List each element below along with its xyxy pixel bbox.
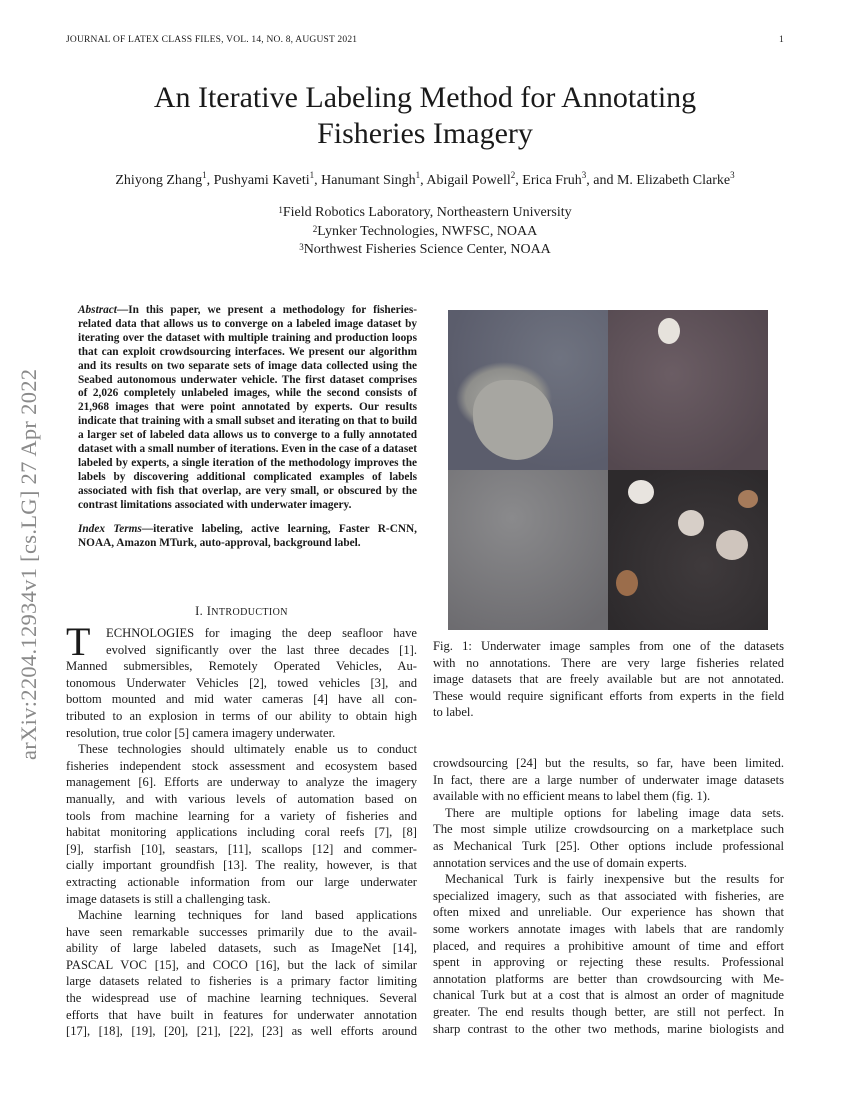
affiliation-number: 1 [278, 205, 283, 215]
text-line: the widespread use of machine learning techniques. Several [66, 991, 417, 1006]
text-line: management [6]. Efforts are underway to analyze the imagery [66, 775, 417, 790]
author: M. Elizabeth Clarke [616, 173, 731, 188]
text-line: image datasets is still a challenging task. [66, 891, 271, 906]
paragraph [66, 619, 417, 741]
index-terms-text: —iterative labeling, active learning, Faster R-CNN, NOAA, Amazon MTurk, auto-approval, background label. [78, 522, 417, 549]
text-line: fisheries independent stock assessment and ecosystem based [66, 758, 417, 773]
text-line: In fact, there are a large number of underwater image datasets [433, 772, 784, 787]
author-list: Zhiyong Zhang$^1$, Pushyami Kaveti$^1$, Hanumant Singh$^1$, Abigail Powell$^2$, Erica Fruh$^3$, and M. Elizabeth Clarke$^3$ [115, 170, 735, 188]
seafloor-image-1 [448, 310, 608, 470]
author: Pushyami Kaveti [213, 173, 310, 188]
author: Erica Fruh [522, 173, 582, 188]
text-line: [9], starfish [10], seastars, [11], scallops [12] and commer- [66, 841, 417, 856]
text-line: [17], [18], [19], [20], [21], [22], [23] as well efforts around [66, 1024, 417, 1039]
title-line-2: Fisheries Imagery [317, 117, 533, 150]
coral [716, 530, 748, 560]
caption-line: with no annotations. There are very large fisheries related [433, 655, 784, 670]
affiliation-text: Field Robotics Laboratory, Northeastern University [282, 205, 572, 220]
seafloor-image-4 [608, 470, 768, 630]
text-line: efforts that have built in features for underwater annotation [66, 1007, 417, 1022]
text-line: some workers annotate images with labels that are randomly [433, 921, 784, 936]
author-affiliation-mark: 2 [510, 170, 516, 180]
abstract-label: Abstract [78, 304, 117, 316]
affiliation [0, 241, 850, 260]
text-line: have seen remarkable successes primarily due to the avail- [66, 924, 417, 939]
text-line: ECHNOLOGIES for imaging the deep seafloor have [106, 626, 417, 640]
text-line: chanical Turk but at a cost that is almost an order of magnitude [433, 988, 784, 1003]
affiliation [0, 204, 850, 223]
text-line: manually, and with various levels of automation based on [66, 791, 417, 806]
text-line: sharp contrast to the other two methods, marine biologists and [433, 1021, 784, 1036]
figure-1-caption [433, 638, 784, 721]
text-line: as Mechanical Turk [25]. Other options include professional [433, 838, 784, 853]
coral [628, 480, 654, 504]
paragraph [66, 907, 417, 1040]
author-affiliation-mark: 1 [202, 170, 207, 180]
paragraph [433, 755, 784, 805]
page-number: 1 [779, 35, 784, 45]
paragraph [433, 805, 784, 871]
caption-line: These would require significant efforts from experts in the field [433, 688, 784, 703]
sponge [616, 570, 638, 596]
text-line: annotation platforms are better than crowdsourcing with Me- [433, 971, 784, 986]
affiliation-text: Lynker Technologies, NWFSC, NOAA [317, 223, 538, 239]
arxiv-stamp: arXiv:2204.12934v1 [cs.LG] 27 Apr 2022 [16, 368, 41, 760]
abstract-and-index-terms [66, 304, 417, 550]
author-affiliation-mark: 1 [309, 170, 315, 180]
caption-line: to label. [433, 705, 474, 720]
sponge [738, 490, 758, 508]
index-terms [66, 523, 417, 551]
author-affiliation-mark: 3 [581, 170, 587, 180]
text-line: PASCAL VOC [15], and COCO [16], but the lack of similar [66, 957, 417, 972]
text-line: annotation services and the use of domain experts. [433, 855, 687, 870]
text-line: evolved significantly over the last three decades [1]. [106, 642, 417, 657]
text-line: tributed to an explosion in terms of our ability to obtain high [66, 708, 417, 723]
affiliation-list [0, 204, 850, 260]
text-line: placed, and requires a prohibitive amount of time and effort [433, 938, 784, 953]
text-line: resolution, true color [5] camera imagery underwater. [66, 725, 336, 740]
running-header [66, 35, 784, 45]
coral [678, 510, 704, 536]
caption-line: image datasets that are freely available but are not annotated. [433, 672, 784, 687]
text-line: bottom mounted and mid water cameras [4] have all con- [66, 692, 417, 707]
text-line: available with no efficient means to label them (fig. 1). [433, 789, 711, 804]
affiliation [0, 223, 850, 242]
affiliation-number: 3 [299, 242, 304, 252]
seafloor-image-3 [448, 470, 608, 630]
author: Abigail Powell [426, 173, 511, 188]
text-line: tonomous Underwater Vehicles [2], towed vehicles [3], and [66, 675, 417, 690]
introduction-body [66, 619, 417, 1040]
title-line-1: An Iterative Labeling Method for Annotating [153, 81, 697, 114]
section-heading-introduction: I. INTRODUCTION [195, 604, 288, 618]
author: Hanumant Singh [321, 173, 416, 188]
author: Zhiyong Zhang [115, 173, 203, 188]
seafloor-image-2 [608, 310, 768, 470]
abstract [66, 304, 417, 513]
coral [658, 318, 680, 344]
index-terms-label: Index Terms [78, 522, 142, 535]
text-line: large datasets related to fisheries is a primary factor limiting [66, 974, 417, 989]
abstract-text: —In this paper, we present a methodology for fisheries-related data that allows us to converge on a labeled image dataset by iterating over the dataset with multiple training and production loops that can exploit crowdsourcing interfaces. We present our algorithm and its results on two separate sets of image data collected using the Seabed autonomous underwater vehicle. The first dataset comprises of 2,026 completely unlabeled images, while the second consists of 21,968 images that were point annotated by experts. Our results indicate that training with a small subset and iterating on that to build a larger set of labeled data allows us to converge to a fully annotated dataset with a small number of iterations. Even in the case of a dataset labeled by experts, a single iteration of the methodology improves the labels by discovering additional complicated examples of labels associated with fish that overlap, are very small, or obscured by the contrast limitations associated with underwater imagery. [78, 304, 417, 511]
text-line: cially important groundfish [13]. The reality, however, is that [66, 858, 417, 873]
author-affiliation-mark: 1 [415, 170, 421, 180]
text-line: often mixed and unreliable. Our experience has shown that [433, 905, 784, 920]
author-affiliation-mark: 3 [730, 170, 735, 180]
rock [473, 380, 553, 460]
text-line: ability of large labeled datasets, such as ImageNet [14], [66, 941, 417, 956]
text-line: Machine learning techniques for land based applications [78, 908, 417, 923]
text-line: These technologies should ultimately enable us to conduct [78, 742, 417, 757]
drop-cap: T [66, 619, 91, 664]
right-column-body [433, 755, 784, 1037]
text-line: Manned submersibles, Remotely Operated Vehicles, Au- [66, 659, 417, 674]
text-line: spent in approving or rejecting these results. Professional [433, 955, 784, 970]
caption-line: Fig. 1: Underwater image samples from one of the datasets [433, 639, 784, 653]
paragraph [66, 741, 417, 907]
affiliation-text: Northwest Fisheries Science Center, NOAA [303, 242, 551, 257]
paper-title [0, 80, 850, 152]
text-line: greater. The end results though better, are still not perfect. In [433, 1004, 784, 1019]
text-line: Mechanical Turk is fairly inexpensive but the results for [445, 872, 784, 887]
text-line: crowdsourcing [24] but the results, so far, have been limited. [433, 756, 784, 770]
text-line: specialized imagery, such as that associated with fisheries, are [433, 888, 784, 903]
text-line: extracting actionable information from our large underwater [66, 874, 417, 889]
text-line: tools from machine learning for a variety of fisheries and [66, 808, 417, 823]
text-line: The most simple utilize crowdsourcing on a marketplace such [433, 822, 784, 837]
figure-1-image-grid [448, 310, 768, 630]
text-line: There are multiple options for labeling image data sets. [445, 805, 784, 820]
affiliation-number: 2 [312, 223, 318, 234]
journal-name: JOURNAL OF LATEX CLASS FILES, VOL. 14, NO. 8, AUGUST 2021 [66, 35, 358, 45]
text-line: habitat monitoring applications including coral reefs [7], [8] [66, 825, 417, 840]
paragraph [433, 871, 784, 1037]
